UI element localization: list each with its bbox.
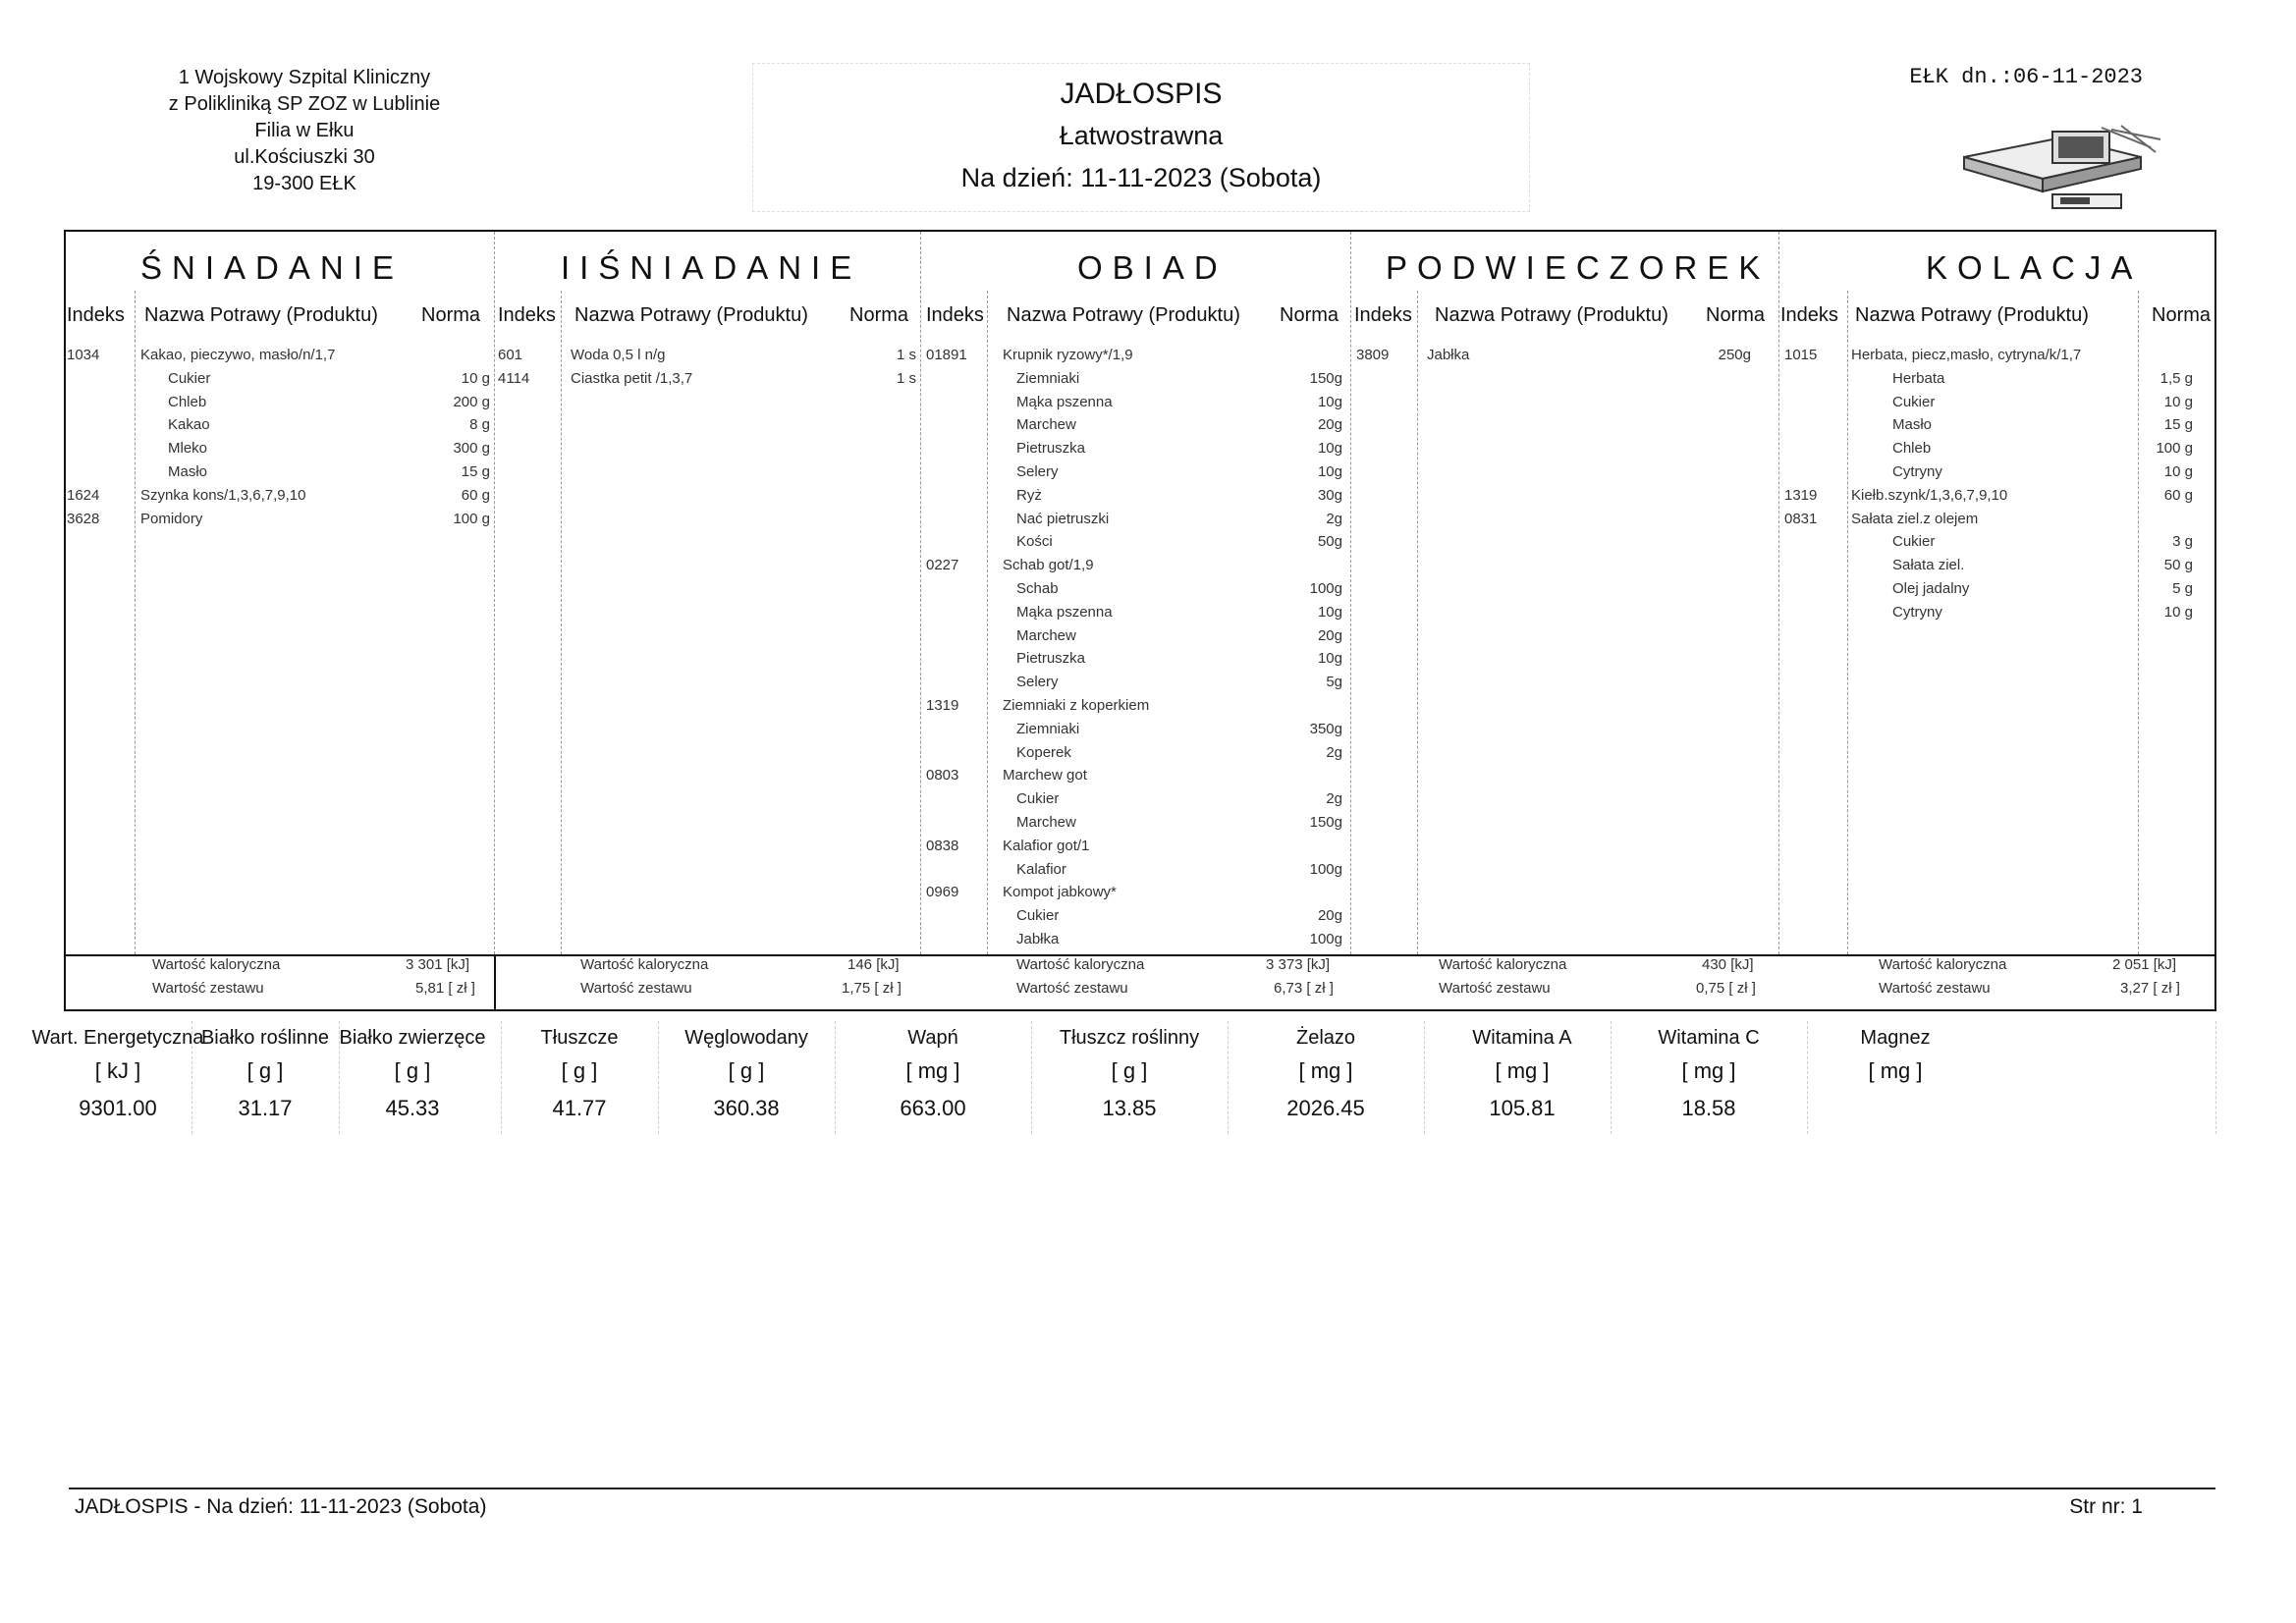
row-index: 601 <box>498 347 523 363</box>
ingredient-name: Cukier <box>1892 393 1936 410</box>
hospital-line-4: ul.Kościuszki 30 <box>234 146 375 168</box>
title-block <box>752 63 1530 212</box>
row-index: 0969 <box>926 884 959 901</box>
nutrient-label: Wart. Energetyczna <box>31 1027 204 1049</box>
cost-value-sniadanie: 5,81 [ zł ] <box>415 980 475 997</box>
nutrient-value: 18.58 <box>1681 1096 1736 1120</box>
row-norma: 8 g <box>469 416 490 434</box>
hospital-line-1: 1 Wojskowy Szpital Kliniczny <box>178 67 431 88</box>
nutrient-unit: [ mg ] <box>1298 1058 1353 1083</box>
cost-value-podwieczorek: 0,75 [ zł ] <box>1696 980 1756 997</box>
nutrient-label: Białko zwierzęce <box>339 1027 486 1049</box>
ingredient-name: Ryż <box>1016 486 1042 504</box>
row-norma: 5 g <box>2172 580 2193 597</box>
nutrient-value: 41.77 <box>552 1096 607 1120</box>
nutrient-value: 13.85 <box>1102 1096 1157 1120</box>
row-norma: 350g <box>1309 720 1342 737</box>
dish-name: Woda 0,5 l n/g <box>571 347 666 363</box>
ingredient-name: Pietruszka <box>1016 440 1086 458</box>
nutrient-value: 105.81 <box>1489 1096 1556 1120</box>
nutrient-label: Żelazo <box>1295 1027 1356 1049</box>
row-norma: 150g <box>1309 814 1342 831</box>
header-norma: Norma <box>2152 304 2212 326</box>
header-nazwa: Nazwa Potrawy (Produktu) <box>144 304 378 326</box>
row-index: 0838 <box>926 837 959 854</box>
nutrient-unit: [ mg ] <box>1868 1058 1923 1083</box>
dish-name: Ziemniaki z koperkiem <box>1003 697 1150 714</box>
dish-name: Kakao, pieczywo, masło/n/1,7 <box>140 347 336 363</box>
ingredient-name: Kalafior <box>1016 860 1066 878</box>
row-norma: 20g <box>1317 907 1342 925</box>
ingredient-name: Mąka pszenna <box>1016 393 1113 410</box>
nutrient-value: 360.38 <box>713 1096 780 1120</box>
menu-date: Na dzień: 11-11-2023 (Sobota) <box>960 163 1322 192</box>
nutrient-value: 9301.00 <box>79 1096 157 1120</box>
nutrient-unit: [ g ] <box>728 1058 765 1083</box>
cost-label-obiad: Wartość zestawu <box>1016 980 1128 997</box>
nutrient-value: 663.00 <box>900 1096 966 1120</box>
nutrient-value: 2026.45 <box>1286 1096 1365 1120</box>
nutrient-unit: [ mg ] <box>905 1058 960 1083</box>
nutrient-label: Węglowodany <box>684 1027 808 1049</box>
dish-name: Kalafior got/1 <box>1003 837 1090 854</box>
nutrient-label: Tłuszcze <box>540 1027 619 1049</box>
row-norma: 30g <box>1317 486 1342 504</box>
row-norma: 250g <box>1718 347 1751 363</box>
ingredient-name: Cukier <box>1016 790 1060 808</box>
ingredient-name: Nać pietruszki <box>1016 510 1110 527</box>
ingredient-name: Pietruszka <box>1016 650 1086 668</box>
ingredient-name: Ziemniaki <box>1016 720 1080 737</box>
row-norma: 10 g <box>2163 393 2193 410</box>
nutrient-label: Witamina C <box>1658 1027 1760 1049</box>
ingredient-name: Marchew <box>1016 814 1076 831</box>
ingredient-name: Schab <box>1016 580 1059 597</box>
nutrient-unit: [ g ] <box>246 1058 284 1083</box>
ingredient-name: Cukier <box>168 369 211 387</box>
page-number: Str nr: 1 <box>2069 1495 2143 1518</box>
nutrient-label: Wapń <box>907 1027 958 1049</box>
nutrient-unit: [ mg ] <box>1495 1058 1550 1083</box>
row-norma: 300 g <box>453 440 490 458</box>
nutrient-unit: [ g ] <box>561 1058 598 1083</box>
meal-title-iisniadanie: IIŚNIADANIE <box>561 249 862 286</box>
row-index: 1015 <box>1784 347 1818 363</box>
row-norma: 1 s <box>896 347 916 363</box>
ingredient-name: Olej jadalny <box>1892 580 1970 597</box>
header-nazwa: Nazwa Potrawy (Produktu) <box>1855 304 2089 326</box>
row-norma: 100 g <box>453 510 490 527</box>
ingredient-name: Cytryny <box>1892 463 1942 480</box>
row-norma: 10g <box>1317 463 1342 480</box>
row-norma: 10g <box>1317 650 1342 668</box>
kcal-value-kolacja: 2 051 [kJ] <box>2112 956 2177 973</box>
kcal-value-podwieczorek: 430 [kJ] <box>1702 956 1754 973</box>
row-norma: 1 s <box>896 369 916 387</box>
row-norma: 200 g <box>453 393 490 410</box>
row-norma: 20g <box>1317 626 1342 644</box>
nutrient-unit: [ mg ] <box>1681 1058 1736 1083</box>
kcal-value-sniadanie: 3 301 [kJ] <box>406 956 470 973</box>
ingredient-name: Kości <box>1016 533 1053 551</box>
ingredient-name: Jabłka <box>1016 931 1060 947</box>
kcal-value-iisniadanie: 146 [kJ] <box>847 956 900 973</box>
meal-title-kolacja: KOLACJA <box>1926 249 2143 286</box>
ingredient-name: Ziemniaki <box>1016 369 1080 387</box>
row-norma: 100g <box>1309 580 1342 597</box>
row-norma: 60 g <box>2163 486 2193 504</box>
kcal-label-kolacja: Wartość kaloryczna <box>1879 956 2007 973</box>
row-index: 1034 <box>67 347 100 363</box>
issue-date: EŁK dn.:06-11-2023 <box>1909 65 2143 89</box>
header-norma: Norma <box>849 304 909 326</box>
header-indeks: Indeks <box>1780 304 1838 326</box>
ingredient-name: Chleb <box>1892 440 1932 458</box>
row-norma: 15 g <box>461 463 490 480</box>
dish-name: Ciastka petit /1,3,7 <box>571 369 693 387</box>
row-norma: 5g <box>1326 674 1342 691</box>
hospital-info <box>98 65 511 197</box>
row-index: 4114 <box>498 369 530 387</box>
ingredient-name: Herbata <box>1892 369 1945 387</box>
row-index: 0803 <box>926 767 959 784</box>
nutrient-label: Magnez <box>1860 1027 1931 1049</box>
row-index: 01891 <box>926 347 967 363</box>
nutrient-unit: [ g ] <box>1111 1058 1148 1083</box>
ingredient-name: Koperek <box>1016 743 1071 761</box>
nutrient-summary <box>31 1021 2219 1134</box>
row-norma: 150g <box>1309 369 1342 387</box>
row-norma: 50g <box>1317 533 1342 551</box>
cost-label-sniadanie: Wartość zestawu <box>152 980 264 997</box>
dish-name: Marchew got <box>1003 767 1087 784</box>
row-index: 0831 <box>1784 510 1818 527</box>
row-norma: 10g <box>1317 393 1342 410</box>
row-index: 0227 <box>926 557 959 574</box>
ingredient-name: Cukier <box>1892 533 1936 551</box>
ingredient-name: Masło <box>168 463 208 480</box>
nutrient-unit: [ g ] <box>394 1058 431 1083</box>
dish-name: Herbata, piecz,masło, cytryna/k/1,7 <box>1851 347 2082 363</box>
meal-title-podwieczorek: PODWIECZOREK <box>1386 249 1771 286</box>
dish-name: Szynka kons/1,3,6,7,9,10 <box>140 486 306 504</box>
row-norma: 60 g <box>461 486 490 504</box>
cost-value-obiad: 6,73 [ zł ] <box>1274 980 1334 997</box>
dish-name: Krupnik ryzowy*/1,9 <box>1003 347 1133 363</box>
row-index: 3809 <box>1356 347 1390 363</box>
dish-name: Schab got/1,9 <box>1003 557 1094 574</box>
cost-label-podwieczorek: Wartość zestawu <box>1439 980 1551 997</box>
row-norma: 100 g <box>2156 440 2193 458</box>
dish-name: Pomidory <box>140 510 203 527</box>
hospital-line-3: Filia w Ełku <box>254 120 355 141</box>
header-indeks: Indeks <box>926 304 984 326</box>
ingredient-name: Cytryny <box>1892 603 1942 621</box>
header-norma: Norma <box>1706 304 1766 326</box>
nutrient-value: 31.17 <box>238 1096 293 1120</box>
row-norma: 50 g <box>2163 557 2193 574</box>
row-norma: 10 g <box>461 369 490 387</box>
row-norma: 10g <box>1317 440 1342 458</box>
menu-table <box>64 230 2216 1011</box>
nutrient-value: 45.33 <box>385 1096 440 1120</box>
meal-title-obiad: OBIAD <box>1077 249 1228 286</box>
header-indeks: Indeks <box>1354 304 1412 326</box>
ingredient-name: Mąka pszenna <box>1016 603 1113 621</box>
cost-value-iisniadanie: 1,75 [ zł ] <box>842 980 902 997</box>
dish-name: Sałata ziel.z olejem <box>1851 510 1979 527</box>
header-norma: Norma <box>421 304 481 326</box>
row-norma: 3 g <box>2172 533 2193 551</box>
kcal-label-sniadanie: Wartość kaloryczna <box>152 956 281 973</box>
kcal-value-obiad: 3 373 [kJ] <box>1266 956 1331 973</box>
row-norma: 2g <box>1326 790 1342 808</box>
diet-name: Łatwostrawna <box>1059 121 1224 150</box>
nutrient-label: Tłuszcz roślinny <box>1059 1027 1200 1049</box>
header-nazwa: Nazwa Potrawy (Produktu) <box>1435 304 1668 326</box>
row-index: 1319 <box>926 697 959 714</box>
row-norma: 100g <box>1309 931 1342 947</box>
ingredient-name: Marchew <box>1016 416 1076 434</box>
ingredient-name: Cukier <box>1016 907 1060 925</box>
nutrient-label: Białko roślinne <box>200 1027 330 1049</box>
header-norma: Norma <box>1280 304 1339 326</box>
book-computer-icon <box>1954 118 2170 211</box>
row-norma: 15 g <box>2163 416 2193 434</box>
row-norma: 10g <box>1317 603 1342 621</box>
row-index: 3628 <box>67 510 100 527</box>
meal-title-sniadanie: ŚNIADANIE <box>140 249 404 286</box>
cost-label-kolacja: Wartość zestawu <box>1879 980 1991 997</box>
header-indeks: Indeks <box>67 304 125 326</box>
row-norma: 1,5 g <box>2159 369 2193 387</box>
kcal-label-iisniadanie: Wartość kaloryczna <box>580 956 709 973</box>
ingredient-name: Masło <box>1892 416 1933 434</box>
ingredient-name: Kakao <box>168 416 210 434</box>
document-title: JADŁOSPIS <box>1060 78 1223 110</box>
nutrient-unit: [ kJ ] <box>94 1058 141 1083</box>
ingredient-name: Selery <box>1016 674 1059 691</box>
dish-name: Kiełb.szynk/1,3,6,7,9,10 <box>1851 486 2008 504</box>
row-norma: 2g <box>1326 743 1342 761</box>
row-norma: 10 g <box>2163 603 2193 621</box>
header-nazwa: Nazwa Potrawy (Produktu) <box>1007 304 1240 326</box>
dish-name: Jabłka <box>1427 347 1470 363</box>
ingredient-name: Mleko <box>168 440 208 458</box>
footer-divider <box>69 1488 2215 1489</box>
ingredient-name: Chleb <box>168 393 207 410</box>
hospital-line-5: 19-300 EŁK <box>252 173 356 194</box>
kcal-label-podwieczorek: Wartość kaloryczna <box>1439 956 1567 973</box>
dish-name: Kompot jabkowy* <box>1003 884 1117 901</box>
nutrient-label: Witamina A <box>1472 1027 1572 1049</box>
footer-title: JADŁOSPIS - Na dzień: 11-11-2023 (Sobota) <box>75 1495 487 1518</box>
row-index: 1319 <box>1784 486 1818 504</box>
row-norma: 100g <box>1309 860 1342 878</box>
row-norma: 10 g <box>2163 463 2193 480</box>
header-indeks: Indeks <box>498 304 556 326</box>
row-norma: 2g <box>1326 510 1342 527</box>
row-norma: 20g <box>1317 416 1342 434</box>
ingredient-name: Sałata ziel. <box>1892 557 1965 574</box>
row-index: 1624 <box>67 486 100 504</box>
kcal-label-obiad: Wartość kaloryczna <box>1016 956 1145 973</box>
ingredient-name: Marchew <box>1016 626 1076 644</box>
ingredient-name: Selery <box>1016 463 1059 480</box>
cost-value-kolacja: 3,27 [ zł ] <box>2120 980 2180 997</box>
header-nazwa: Nazwa Potrawy (Produktu) <box>574 304 808 326</box>
cost-label-iisniadanie: Wartość zestawu <box>580 980 692 997</box>
hospital-line-2: z Polikliniką SP ZOZ w Lublinie <box>168 93 441 115</box>
